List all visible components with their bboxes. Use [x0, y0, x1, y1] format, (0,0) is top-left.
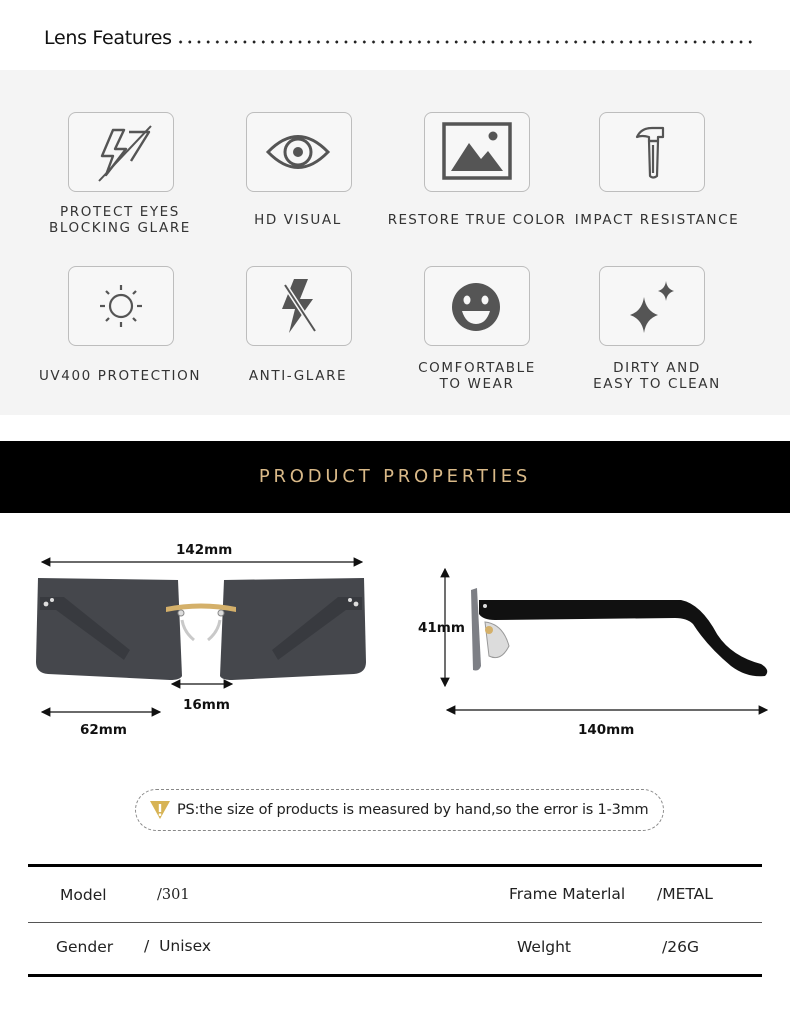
glasses-side-view-diagram — [405, 560, 790, 730]
feature-icon-box — [68, 112, 174, 192]
sparkle-icon — [600, 267, 703, 344]
feature-label: PROTECT EYES BLOCKING GLARE — [49, 204, 191, 236]
feature-icon-box — [246, 266, 352, 346]
side-temple — [479, 600, 767, 676]
feature-icon-box — [246, 112, 352, 192]
lens-width-label: 62mm — [80, 722, 127, 738]
feature-label: RESTORE TRUE COLOR — [387, 212, 567, 228]
frame-material-label: Frame Materlal — [509, 885, 626, 903]
left-lens — [36, 578, 182, 680]
feature-icon-box — [599, 112, 705, 192]
feature-label: DIRTY AND EASY TO CLEAN — [593, 360, 721, 392]
warning-icon — [148, 799, 172, 821]
note-text: PS:the size of products is measured by hand,so the error is 1-3mm — [177, 802, 649, 818]
feature-label: IMPACT RESISTANCE — [574, 212, 740, 228]
lens-height-label: 41mm — [418, 620, 465, 636]
weight-value: /26G — [662, 938, 699, 956]
model-label: Model — [60, 886, 107, 904]
table-bottom-rule — [28, 974, 762, 977]
feature-label: ANTI-GLARE — [248, 368, 348, 384]
feature-icon-box — [424, 266, 530, 346]
model-value: /301 — [157, 887, 190, 903]
frame-width-label: 142mm — [176, 542, 233, 558]
feature-label: HD VISUAL — [254, 212, 342, 228]
temple-length-label: 140mm — [578, 722, 635, 738]
hammer-icon — [600, 113, 703, 190]
landscape-image-icon — [425, 113, 528, 190]
bridge-width-label: 16mm — [183, 697, 230, 713]
frame-material-value: /METAL — [657, 885, 713, 903]
table-mid-rule — [28, 922, 762, 923]
gender-label: Gender — [56, 938, 114, 956]
weight-label: Welght — [517, 938, 572, 956]
dotted-divider — [176, 40, 752, 44]
sun-icon — [69, 267, 172, 344]
lightning-shield-icon — [69, 113, 172, 190]
gender-value: / Unisex — [144, 937, 212, 955]
smiley-face-icon — [425, 267, 528, 344]
banner-title: PRODUCT PROPERTIES — [258, 466, 532, 487]
feature-icon-box — [599, 266, 705, 346]
feature-icon-box — [68, 266, 174, 346]
feature-icon-box — [424, 112, 530, 192]
glasses-front-view-diagram — [0, 530, 400, 750]
feature-label: UV400 PROTECTION — [38, 368, 202, 384]
feature-label: COMFORTABLE TO WEAR — [418, 360, 536, 392]
product-properties-banner — [0, 441, 790, 513]
right-lens — [220, 578, 366, 680]
measurement-note — [135, 789, 664, 831]
lightning-slash-icon — [247, 267, 350, 344]
eye-icon — [247, 113, 350, 190]
section-title-lens-features: Lens Features — [44, 27, 172, 49]
table-top-rule — [28, 864, 762, 867]
